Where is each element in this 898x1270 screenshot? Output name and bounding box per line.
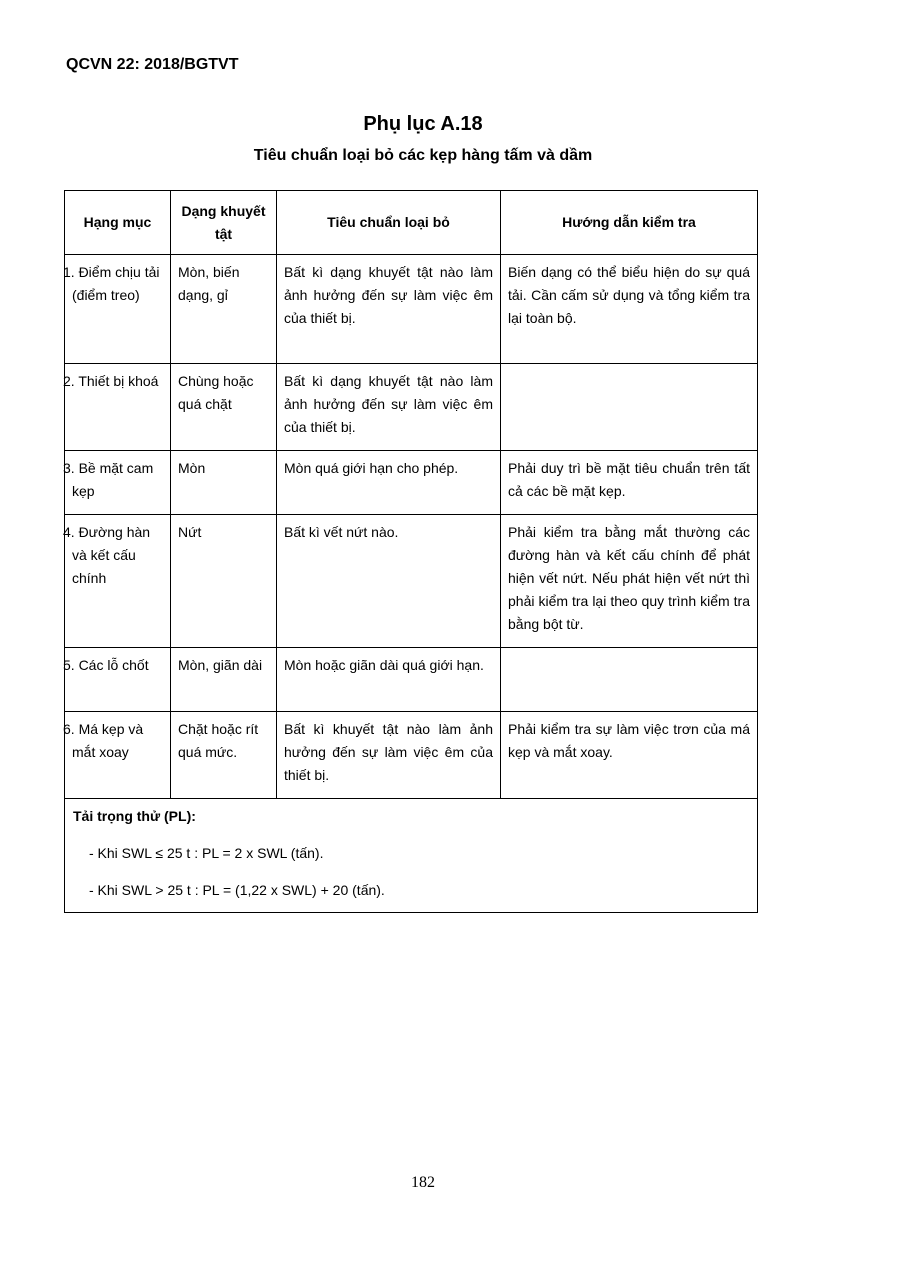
- cell-guidance: [501, 648, 758, 712]
- cell-item: 5. Các lỗ chốt: [65, 648, 171, 712]
- cell-guidance: Phải duy trì bề mặt tiêu chuẩn trên tất cả các bề mặt kẹp.: [501, 451, 758, 515]
- rejection-criteria-table: [64, 190, 758, 913]
- test-load-cell: [65, 799, 758, 913]
- cell-defect: Chùng hoặc quá chặt: [171, 364, 277, 451]
- cell-criteria: Mòn quá giới hạn cho phép.: [277, 451, 501, 515]
- header-inspection-guidance: Hướng dẫn kiểm tra: [501, 191, 758, 255]
- table-footer-row: [65, 799, 758, 913]
- table-header-row: [65, 191, 758, 255]
- cell-defect: Mòn: [171, 451, 277, 515]
- document-code: QCVN 22: 2018/BGTVT: [66, 56, 239, 73]
- table-row: [65, 451, 758, 515]
- cell-item: 2. Thiết bị khoá: [65, 364, 171, 451]
- page-number: 182: [411, 1174, 435, 1191]
- cell-criteria: Bất kì dạng khuyết tật nào làm ảnh hưởng đến sự làm việc êm của thiết bị.: [277, 364, 501, 451]
- cell-criteria: Mòn hoặc giãn dài quá giới hạn.: [277, 648, 501, 712]
- cell-guidance: [501, 364, 758, 451]
- cell-guidance: Biến dạng có thể biểu hiện do sự quá tải. Cần cấm sử dụng và tổng kiểm tra lại toàn bộ.: [501, 255, 758, 364]
- table-row: [65, 515, 758, 648]
- cell-item: 6. Má kẹp và mắt xoay: [65, 712, 171, 799]
- table-row: [65, 255, 758, 364]
- cell-criteria: Bất kì vết nứt nào.: [277, 515, 501, 648]
- appendix-subtitle: Tiêu chuẩn loại bỏ các kẹp hàng tấm và dầm: [253, 147, 593, 164]
- header-rejection-criteria: Tiêu chuẩn loại bỏ: [277, 191, 501, 255]
- table-row: [65, 364, 758, 451]
- header-defect-type: Dạng khuyết tật: [171, 191, 277, 255]
- cell-item: 1. Điểm chịu tải (điểm treo): [65, 255, 171, 364]
- cell-defect: Nứt: [171, 515, 277, 648]
- cell-guidance: Phải kiểm tra bằng mắt thường các đường hàn và kết cấu chính để phát hiện vết nứt. Nếu phát hiện vết nứt thì phải kiểm tra lại theo quy trình kiểm tra bằng bột từ.: [501, 515, 758, 648]
- cell-defect: Mòn, biến dạng, gỉ: [171, 255, 277, 364]
- appendix-title: Phụ lục A.18: [363, 113, 483, 135]
- cell-item: 3. Bề mặt cam kẹp: [65, 451, 171, 515]
- test-load-line: - Khi SWL ≤ 25 t : PL = 2 x SWL (tấn).: [89, 845, 324, 861]
- header-item: Hạng mục: [65, 191, 171, 255]
- test-load-title: Tải trọng thử (PL):: [73, 808, 196, 824]
- table-row: [65, 712, 758, 799]
- test-load-line: - Khi SWL > 25 t : PL = (1,22 x SWL) + 20 (tấn).: [89, 882, 385, 898]
- cell-item: 4. Đường hàn và kết cấu chính: [65, 515, 171, 648]
- cell-criteria: Bất kì dạng khuyết tật nào làm ảnh hưởng đến sự làm việc êm của thiết bị.: [277, 255, 501, 364]
- table-row: [65, 648, 758, 712]
- cell-criteria: Bất kì khuyết tật nào làm ảnh hưởng đến sự làm việc êm của thiết bị.: [277, 712, 501, 799]
- cell-defect: Chặt hoặc rít quá mức.: [171, 712, 277, 799]
- cell-defect: Mòn, giãn dài: [171, 648, 277, 712]
- cell-guidance: Phải kiểm tra sự làm việc trơn của má kẹp và mắt xoay.: [501, 712, 758, 799]
